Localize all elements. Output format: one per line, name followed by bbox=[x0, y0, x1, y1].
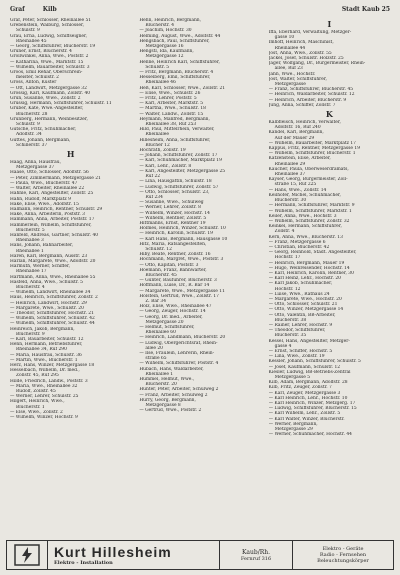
ad-logo bbox=[7, 541, 48, 569]
directory-entry: — Maria, Wwe., Rheinallee 32 bbox=[10, 383, 78, 389]
directory-entry: — Ludwig, Obergerichtsrat, Rhein- bbox=[139, 340, 218, 346]
directory-entry: Harlan, Margarete, Wwe., Adolfstr. 20 bbox=[10, 258, 96, 264]
directory-entry: Rheinallee 38, Ruf 253 bbox=[145, 122, 197, 128]
directory-entry: Heinreich, Jakob, Bergmann, bbox=[10, 326, 75, 332]
directory-entry: Kilb, Fritz, Zeuger, Zollstr. 7 bbox=[268, 385, 332, 391]
directory-entry: Zollstr. 4 bbox=[274, 229, 295, 235]
directory-entry: Hilde, Friedrich, Landw., Poststr. 3 bbox=[10, 378, 88, 384]
directory-entry: — Karl, Lehr., Zollstr. 8 bbox=[139, 163, 192, 169]
directory-entry: — Martin, Wwe., Blücherstr. 1 bbox=[10, 357, 78, 363]
directory-entry: Kern, Anna, Wwe., Blücherstr. 13 bbox=[268, 234, 343, 240]
directory-entry: Grüssig, Hermann, Schiffsführer, Schulstr. 11 bbox=[10, 101, 112, 107]
directory-entry: gasse 4 bbox=[274, 343, 292, 349]
directory-entry: Groos, Emil Rehar, Oberschrein- bbox=[10, 70, 83, 76]
directory-entry: Jäckel, Josef, Schulstr. Holzstr. 25 bbox=[268, 56, 344, 62]
directory-entry: Herz, Hans, Winzer, Metzgergasse 18 bbox=[10, 363, 95, 368]
directory-entry: — Susanne, Wwe., Schulweg bbox=[139, 200, 204, 206]
directory-entry: — Karl Walter, Winzer, Blücherstr. bbox=[268, 416, 345, 422]
directory-entry: Hochstr. 17 bbox=[274, 255, 301, 261]
directory-entry: — Hermann, Schiffsführer, Marktstr. 9 bbox=[268, 203, 355, 209]
directory-entry: Haase, Otto, Schlosser, Adolfstr. 56 bbox=[10, 170, 89, 176]
directory-entry: Hummel, Helmut, Wwe., bbox=[139, 377, 195, 383]
directory-entry: — Paula, Wwe., Blücherstr. 47 bbox=[10, 180, 78, 186]
directory-entry: — Rainer, Lehrer, Hochstr. 9 bbox=[268, 322, 333, 328]
directory-entry: — Ludwig, Schiffsführer, Blücherstr. 15 bbox=[268, 406, 357, 412]
directory-entry: — Ludwig, Schiffsführer, Zollstr. 57 bbox=[139, 184, 219, 190]
directory-entry: allee, Ruf 23 bbox=[274, 66, 303, 72]
directory-entry: Blücherstr. 28 bbox=[16, 111, 48, 117]
header-page-info: Stadt Kaub 25 bbox=[341, 6, 390, 13]
directory-entry: — Wilhelm, Schiffsführer, Marktstr. 1 bbox=[268, 208, 352, 214]
directory-entry: Metzgergasse 16 bbox=[145, 44, 184, 50]
directory-entry: — Fritz, Lehrer, Poststr. 5 bbox=[139, 96, 197, 102]
advertisement bbox=[6, 540, 394, 570]
directory-entry: Hitz, Maria, Ratsangestellten, bbox=[139, 241, 207, 247]
directory-entry: Grossig, Karl, Kaufmann, Zollstr. 40 bbox=[10, 90, 91, 96]
directory-entry: Hengsbach, Paul, Schiffsführer, bbox=[139, 38, 210, 44]
directory-entry: Schulstr. 9 bbox=[16, 122, 40, 128]
directory-entry: — Gunter, Bauführer, Blücherstr. 3 bbox=[139, 278, 217, 284]
directory-entry: — Wilhelm, Winzer, Hochstr. 14 bbox=[139, 210, 210, 216]
directory-entry: Helming, August, Wwe., Adolfstr. 44 bbox=[139, 33, 221, 39]
directory-entry: — Karl, Heinrich, Karolin, Rentner, 30 bbox=[268, 270, 354, 276]
directory-entry: Jung, Anna, Schiffer, Zollstr. 7 bbox=[268, 102, 336, 108]
directory-entry: Haag, Anna, Hausfrau, bbox=[10, 160, 61, 166]
directory-entry: Schulstr. 9 bbox=[16, 28, 40, 34]
directory-entry: — Theodor, Schiffsführer, bbox=[268, 328, 326, 334]
directory-entry: — Margarete, Wwe., Schulstr. 20 bbox=[10, 305, 84, 311]
directory-entry: — Margarete, Wwe., Metzgergasse 11 bbox=[139, 288, 225, 294]
directory-entry: Z. Bar 34 bbox=[145, 298, 167, 304]
directory-entry: Rheinallee 1 bbox=[145, 371, 174, 377]
directory-entry: Hochmann, Margret, Wwe., Poststr. 3 bbox=[139, 257, 224, 263]
directory-entry: — Johann, Schiffsführer, Zollstr. 17 bbox=[139, 153, 218, 159]
directory-entry: — Heinrich, Landwirt, Hochstr. 29 bbox=[10, 300, 87, 306]
directory-entry: Rheinallee 45 bbox=[16, 38, 47, 44]
directory-entry: — Ilse, Fräulein, Lehrerin, Rhein- bbox=[139, 351, 215, 356]
directory-entry: Hittmanns, Ernst, Rentner 19 bbox=[139, 220, 206, 226]
directory-entry: Heß, Karl, Schlosser, Wwe., Zollstr. 21 bbox=[139, 85, 226, 91]
directory-entry: — Ott, Landwirt, Metzgergasse 32 bbox=[10, 85, 87, 91]
directory-entry: — Christian, Blücherstr. 42 bbox=[268, 244, 330, 250]
directory-entry: Haren, Karl, Bergmann, Ausstr. 23 bbox=[10, 253, 88, 259]
directory-entry: — Katharina, Wwe., Marktstr. 15 bbox=[10, 59, 84, 65]
directory-entry: Rheinallee 46 bbox=[145, 80, 176, 86]
directory-entry: — Otto, Valentin, BB-Arbeiter, bbox=[268, 312, 336, 318]
directory-entry: — Lina, Wwe., Zollstr. 19 bbox=[268, 354, 325, 360]
directory-entry: — Wilhelm, Bauarbeiter, Schulstr. 3 bbox=[10, 64, 90, 70]
directory-entry: — Wilhelm, Bauarbeiter, Marktplatz 17 bbox=[268, 140, 356, 146]
directory-entry: — Otto, Winzer, Metzgergasse 14 bbox=[268, 307, 344, 313]
directory-entry: Hehn, Heinrich, Bergmann, bbox=[139, 18, 202, 23]
directory-entry: — Heinrich, Bergmann, Mauer 19 bbox=[268, 260, 345, 266]
directory-entry: — Wilhelm, Landwirt, Rheinallee 34 bbox=[10, 290, 91, 296]
directory-entry: — Karl Hans, Bergmann, Hausgasse 10 bbox=[139, 236, 228, 242]
directory-entry: — Heinrich, Arbeiter, Blücherstr. 9 bbox=[268, 97, 347, 103]
directory-entry: Hochstr. 12 bbox=[274, 286, 301, 292]
directory-entry: Jost, Walter, Schiffsführer, bbox=[268, 76, 327, 82]
page-header bbox=[10, 6, 390, 16]
directory-entry: Kiesler, Ludwig, BB-Betriebs-Zentral bbox=[268, 369, 351, 375]
directory-entry: — Georg, Reinhold, Städt. Angestellter, bbox=[268, 250, 357, 256]
directory-entry: Guttes, Johann, Bergmann, bbox=[10, 137, 71, 143]
directory-entry: — Otto, Schlosser, Schulstr. 23, bbox=[139, 189, 210, 195]
directory-entry: Hasfeld, Anna, Wwe., Schulstr. 5 bbox=[10, 279, 83, 285]
ad-phone: Fernruf 316 bbox=[240, 555, 272, 562]
directory-entry: — Gertrud, Wwe., Poststr. 2 bbox=[139, 408, 202, 414]
directory-entry: allee 20 bbox=[145, 345, 163, 351]
directory-entry: Keilhofer, Michel, Schuhmacher, bbox=[268, 192, 341, 198]
directory-entry: Hilgert, Heinrich, Wwe., bbox=[10, 399, 65, 405]
directory-entry: Rheinallee 34, Ruf 290 bbox=[16, 347, 67, 353]
ad-service-1: Elektro - Geräte bbox=[322, 546, 364, 552]
ad-business-name: Kurt Hillesheim bbox=[54, 544, 172, 560]
directory-entry: Metzgergasse bbox=[274, 82, 306, 88]
directory-entry: — Wilhelm, Schiffsführer, Schulstr. 42 bbox=[10, 316, 95, 322]
directory-entry: Jäger, Wolfgang, Dr., Bürgermeister, Rhein- bbox=[268, 61, 366, 67]
directory-entry: — Franz, Schiffsführer, Blücherstr. 45 bbox=[268, 87, 354, 93]
header-first-name: Graf bbox=[10, 6, 25, 13]
directory-entry: Kaucher, Paula, Oberweserdramats, bbox=[268, 166, 349, 172]
directory-entry: Blücherstr. 20 bbox=[145, 382, 177, 388]
directory-entry: Imhoff, Heinrich, Maschinist, bbox=[268, 40, 334, 46]
directory-entry: — Franz, Metzgergasse 6 bbox=[268, 239, 326, 245]
lightning-icon bbox=[14, 544, 40, 566]
directory-entry: Graf, Peter, Schlosser, Rheinallee 51 bbox=[10, 18, 92, 23]
ad-subtitle: Elektro - Installation bbox=[54, 560, 113, 566]
directory-entry: — Wilhelm, Schiffsführer, Zollstr. 32 bbox=[268, 218, 350, 224]
directory-entry: — Franz, Arbeiter, Schulweg 2 bbox=[139, 392, 208, 398]
directory-entry: Holz, Elise, Wwe., Rheinallee 47 bbox=[139, 304, 212, 310]
directory-entry: Metzgergasse 29 bbox=[274, 427, 313, 433]
directory-entry: Hammerlein, Wilhelm, Schiffsführer, bbox=[10, 222, 92, 228]
directory-entry: Blücherstr. 5 bbox=[16, 227, 45, 233]
directory-entry: Grunberg, Hermann, Weinbesitzer, bbox=[10, 116, 88, 122]
directory-entry: Holmes, Heinrich, Winzer, Schulstr. 10 bbox=[139, 226, 226, 232]
directory-entry: Hesselberg, Emil, Schiffsführer, bbox=[139, 75, 211, 81]
directory-entry: Gruber, Käte, Wwe.-Angestellter, bbox=[10, 106, 84, 112]
directory-entry: Hunter, Peter, Arbeiter, Schulweg 2 bbox=[139, 387, 219, 393]
directory-entry: Zollstr. 45, Ruf 295 bbox=[16, 373, 59, 379]
directory-entry: Blücherstr. 9 bbox=[16, 331, 45, 337]
directory-entry: Harmuth, Werner, Schiffer, bbox=[10, 264, 71, 270]
directory-entry: Schillerstr. 37 bbox=[16, 142, 48, 148]
directory-entry: — Walter, Landw., Zollstr. 15 bbox=[139, 111, 204, 117]
directory-entry: Blücherstr. 45 bbox=[145, 272, 177, 278]
directory-entry: Blücherstr. 30 bbox=[274, 198, 307, 204]
directory-entry: Gutsche, Fritz, Schuhmacher, bbox=[10, 127, 77, 133]
directory-entry: gasse 10 bbox=[274, 35, 295, 41]
directory-entry: — Heinrich, Landmann, Blücherstr. 20 bbox=[139, 335, 226, 341]
directory-entry: Grün, Susanne, Wwe., Zollstr. 2 bbox=[10, 96, 81, 102]
directory-columns bbox=[10, 18, 390, 530]
directory-entry: Gross, Anton, Küster bbox=[10, 80, 57, 86]
directory-entry: Blücher 12 bbox=[145, 142, 170, 148]
directory-entry: straße 65 bbox=[145, 356, 167, 362]
directory-entry: — Otto, Schlosser, Schulstr. 21 bbox=[268, 302, 338, 308]
directory-entry: — Ernst, Schiffer, Hochstr. 5 bbox=[268, 348, 333, 354]
directory-entry: straße 15, Ruf 225 bbox=[274, 182, 317, 188]
directory-column-2 bbox=[139, 18, 260, 530]
directory-entry: — Lina, Hausgattin, Schulstr. 18 bbox=[139, 179, 212, 185]
directory-entry: Kessler, Johann, Schiffsführer, Schulstr. 5 bbox=[268, 359, 361, 365]
directory-entry: Hillesheim, Anna, Schiffsführer, bbox=[139, 137, 211, 143]
directory-entry: meister, Schulstr. 2 bbox=[16, 75, 59, 81]
directory-entry: — Peter, Zimmermann, Metzgergasse 21 bbox=[10, 175, 101, 181]
directory-entry: Hammann, Anna, Arbeiter, Poststr. 17 bbox=[10, 217, 95, 223]
directory-entry: Metzgergasse 8 bbox=[145, 403, 181, 409]
directory-entry: — Else, Wwe., Zollstr. 2 bbox=[10, 409, 63, 415]
directory-entry: — Wilhelm, Schiffsführer, Poststr. 4 bbox=[139, 361, 219, 367]
directory-entry: — Karl Jakob, Schuhmacher, bbox=[268, 281, 333, 287]
directory-entry: — Margarete, Wwe., Hochstr. 20 bbox=[268, 296, 342, 302]
ad-city: Kaub/Rh. bbox=[241, 548, 271, 556]
directory-entry: Metzgergasse 5 bbox=[274, 375, 311, 380]
directory-entry: Blücherstr. 38 bbox=[274, 317, 307, 323]
header-last-name: Kilb bbox=[42, 6, 57, 13]
directory-entry: Hesselbach, Wilhelm, Dr. med., bbox=[10, 368, 80, 374]
directory-entry: Hoffmann, Luise, Dr., R. Bar 14 bbox=[139, 283, 210, 289]
directory-entry: — Theodor, Schiffsführer, Hochstr. 21 bbox=[10, 310, 94, 316]
directory-entry: — Karl, Arbeiter, Marktstr. 5 bbox=[139, 101, 204, 107]
directory-entry: — Karl, Schuhmacher, Marktplatz 19 bbox=[139, 158, 222, 164]
directory-entry: Kessel, Hans, Angestellter, Metzger- bbox=[268, 338, 350, 344]
directory-entry: — Fritz, Bergmann, Blücherstr. 4 bbox=[139, 70, 214, 76]
directory-entry: Auf der Mauer 29 bbox=[274, 135, 315, 141]
directory-entry: — Karl Heinrich, Lehr., Hochstr. 10 bbox=[268, 395, 348, 401]
directory-entry: — Werner, Lehrer, Schulstr. 25 bbox=[10, 394, 79, 400]
directory-entry: Rheinallee 44 bbox=[274, 45, 306, 51]
directory-entry: — Werner, Lehrer, Zollstr. 8 bbox=[139, 205, 201, 211]
section-letter: I bbox=[327, 19, 332, 29]
directory-entry: Keiler, Anna, Wwe., Hochstr. 3 bbox=[268, 213, 337, 219]
directory-entry: Metzgergasse 20 bbox=[145, 319, 184, 325]
directory-entry: Rheinallee 1 bbox=[16, 248, 44, 254]
directory-entry: — Karl Wilhelm, Lehr., Zollstr. 5 bbox=[268, 411, 341, 417]
directory-entry: — Heinrich, Waldarbeiter, Schulstr. 12 bbox=[268, 92, 355, 98]
directory-entry: Kayser, Georg, Bürgermeister, Zoll- bbox=[268, 177, 348, 183]
directory-entry: Hoemann, Franz, Bahnwärter, bbox=[139, 267, 207, 273]
directory-entry: Kandel, Karl, Bergmann, bbox=[268, 130, 324, 136]
directory-entry: — Georg, Schiffsführer, Blücherstr. 19 bbox=[10, 44, 96, 50]
directory-entry: Rudolf, Zollstr. 45 bbox=[16, 389, 56, 395]
directory-entry: Adolfstr. 16, Ruf 240 bbox=[274, 125, 321, 131]
directory-entry: Rheinallee 17 bbox=[16, 269, 47, 275]
directory-entry: Jahn, Wwe., Hochstr. bbox=[268, 71, 316, 77]
directory-entry: — Werner, Bergmann, bbox=[268, 421, 318, 427]
directory-entry: Hähnle, Karl, Angestellter, Zollstr. 25 bbox=[10, 191, 94, 197]
directory-entry: — Hans, Wwe., Zollstr. 14 bbox=[268, 187, 327, 193]
directory-entry: Halmann, Heinrich, Rentner, Schulstr. 29 bbox=[10, 206, 103, 212]
directory-entry: Henne, Heinrich Karl, Schiffsführer, bbox=[139, 59, 220, 65]
directory-entry: Hengstl, Ida, Kaufmann, bbox=[139, 49, 194, 55]
directory-entry: — Karl Heinrich, Winzer, Metzgerg. 17 bbox=[268, 401, 356, 407]
directory-entry: Ruf 22 bbox=[145, 174, 161, 180]
directory-entry: — Wilhelm, Winzer, Hochstr. 9 bbox=[10, 415, 78, 421]
directory-entry: Hurry, Georg, Bergmann, bbox=[139, 397, 196, 403]
directory-entry: Henn, Hermann, Betriebsführer, bbox=[10, 342, 83, 348]
directory-entry: Hartmann, Anna, Wwe., Rheinallee 55 bbox=[10, 274, 96, 280]
directory-entry: Iffa, Eberhard, Verwaltung, Metzger- bbox=[268, 30, 352, 35]
directory-entry: Jost, Anna, Wwe., Zollstr. 55 bbox=[268, 50, 332, 56]
directory-entry: — Karl, Angestellter, Metzgergasse 25 bbox=[139, 168, 226, 174]
directory-entry: Schulstr. 12 bbox=[145, 246, 172, 252]
directory-entry: — Heinrich, Karolin, Schulstr. 19 bbox=[139, 231, 213, 237]
section-letter: K bbox=[325, 109, 333, 120]
section-letter: H bbox=[66, 149, 75, 160]
directory-entry: — Helmut, Schiffsführer, bbox=[139, 324, 195, 330]
directory-entry: — Martha, Wwe., Schulstr. 18 bbox=[139, 106, 206, 112]
directory-entry: — Wilhelm, Rentner, Zollstr. 5 bbox=[139, 215, 207, 221]
directory-column-1 bbox=[10, 18, 131, 530]
directory-entry: Rheinallee 37 bbox=[274, 172, 306, 178]
directory-entry: Blücherstr. 4 bbox=[16, 284, 45, 290]
directory-entry: — Werner, Schuhmacher, Hochstr. 44 bbox=[268, 432, 352, 438]
directory-entry: Adolfstr. 34 bbox=[16, 132, 42, 138]
directory-entry: Hahn, Rudolf, Marktplatz 9 bbox=[10, 196, 71, 202]
directory-entry: Rheinallee bbox=[145, 132, 169, 138]
directory-entry: Blücherstr. 35 bbox=[274, 333, 307, 339]
directory-entry: Metzgergasse 12 bbox=[145, 54, 184, 60]
directory-entry: Hanfeld, Andreas, Gärtner, Schulstr. 40 bbox=[10, 232, 99, 238]
directory-entry: Blücherstr. 1 bbox=[16, 404, 45, 410]
directory-entry: Grollwinkel, Anna, Wwe., Poststr. 2 bbox=[10, 54, 89, 60]
directory-entry: Hubach, Hans, Waldarbeiter, bbox=[139, 366, 204, 372]
directory-entry: — Karl, Bauarbeiter, Schulstr. 12 bbox=[10, 336, 84, 342]
directory-entry: Keinkel, Hermann, Schiffsführer, bbox=[268, 224, 342, 230]
directory-entry: — Elise, Wwe., Schulstr. 26 bbox=[139, 90, 201, 96]
directory-entry: Blücherstr. 4 bbox=[145, 23, 174, 29]
directory-entry: — Karl, Zeuger, Metzgergasse 3 bbox=[268, 390, 341, 396]
directory-entry: Holstein, Gertrud, Wwe., Zollstr. 17 bbox=[139, 293, 219, 299]
directory-entry: Gruner, Ernst, Blücherstr. 4 bbox=[10, 49, 72, 55]
directory-entry: Haus, Heinrich, Schiffsführer, Zollstr. 2 bbox=[10, 295, 98, 301]
directory-entry: — Wilhelm, Schiffsführer, Schulstr. 44 bbox=[10, 321, 95, 327]
directory-entry: — Wilhelm, Schiffsführer, Blücherstr. 1 bbox=[268, 151, 356, 157]
directory-entry: — Maria, Hausfrau, Schulstr. 36 bbox=[10, 352, 82, 358]
directory-entry: Rheinallee 3 bbox=[16, 238, 44, 244]
directory-entry: Kilb, Adam, Bergmann, Adolfstr. 28 bbox=[268, 380, 348, 386]
directory-entry: Hake, Elise, Wwe., Adolfstr. 15 bbox=[10, 201, 79, 207]
directory-entry: Kappus, Fritz, Rentner, Metzgergasse 19 bbox=[268, 146, 360, 152]
directory-entry: — Joachim, Hochstr. 30 bbox=[139, 28, 192, 34]
directory-entry: — Walter, Arbeiter, Rheinallee 22 bbox=[10, 186, 85, 192]
directory-entry: Hans, Johann, Bahnarbeiter, bbox=[10, 243, 74, 249]
directory-entry: — Hugo, Weinreisender, Hochstr. 14 bbox=[268, 265, 350, 271]
directory-entry: Heymann, Manfred, Bergmann, bbox=[139, 116, 210, 122]
directory-entry: Rheinallee 60 bbox=[145, 330, 176, 336]
directory-entry: Ruf 234 bbox=[145, 194, 163, 200]
directory-entry: — Josef, Kaufmann, Schulstr. 12 bbox=[268, 364, 341, 370]
directory-entry: Hild, Paul, Mittelrhein, Verwalter, bbox=[139, 127, 215, 133]
directory-entry: Schulstr. 5 bbox=[145, 64, 170, 70]
directory-entry: Metzgergasse 37 bbox=[16, 165, 55, 171]
directory-column-3 bbox=[269, 18, 390, 530]
directory-entry: — Karl Heinz, Lehr., Hochstr. 20 bbox=[268, 276, 341, 282]
directory-entry: Hake, Anna, Arbeiterin, Poststr. 3 bbox=[10, 212, 85, 218]
directory-entry: — Otto, Kapitän, Poststr. 3 bbox=[139, 262, 199, 268]
ad-service-3: Beleuchtungskörper bbox=[317, 558, 369, 564]
directory-entry: — Georg, Zeuger, Hochstr. 14 bbox=[139, 309, 206, 315]
directory-entry: Hiby, Beate, Rentner, Zollstr. 16 bbox=[139, 252, 211, 258]
directory-entry: — Georg, Dr. med., Arbeiter, bbox=[139, 314, 203, 320]
directory-entry: Kalbfleisch, Heinrich, Verwalter, bbox=[268, 120, 341, 126]
directory-entry: Hochrath, Zollstr. 19 bbox=[139, 148, 186, 154]
ad-service-2: Radio - Fernsehen bbox=[319, 552, 367, 558]
directory-entry: Katzenstein, Elise, Arbeiter, bbox=[268, 156, 331, 162]
directory-entry: — Luise, Wwe., Rathaus 24 bbox=[268, 291, 330, 297]
directory-entry: Grebenstein, Walburg, Schlosser, bbox=[10, 23, 85, 29]
directory-entry: Rheinallee 29 bbox=[274, 161, 306, 167]
directory-entry: Grau, Erna, Ludwig, Schiffseigner, bbox=[10, 33, 88, 39]
